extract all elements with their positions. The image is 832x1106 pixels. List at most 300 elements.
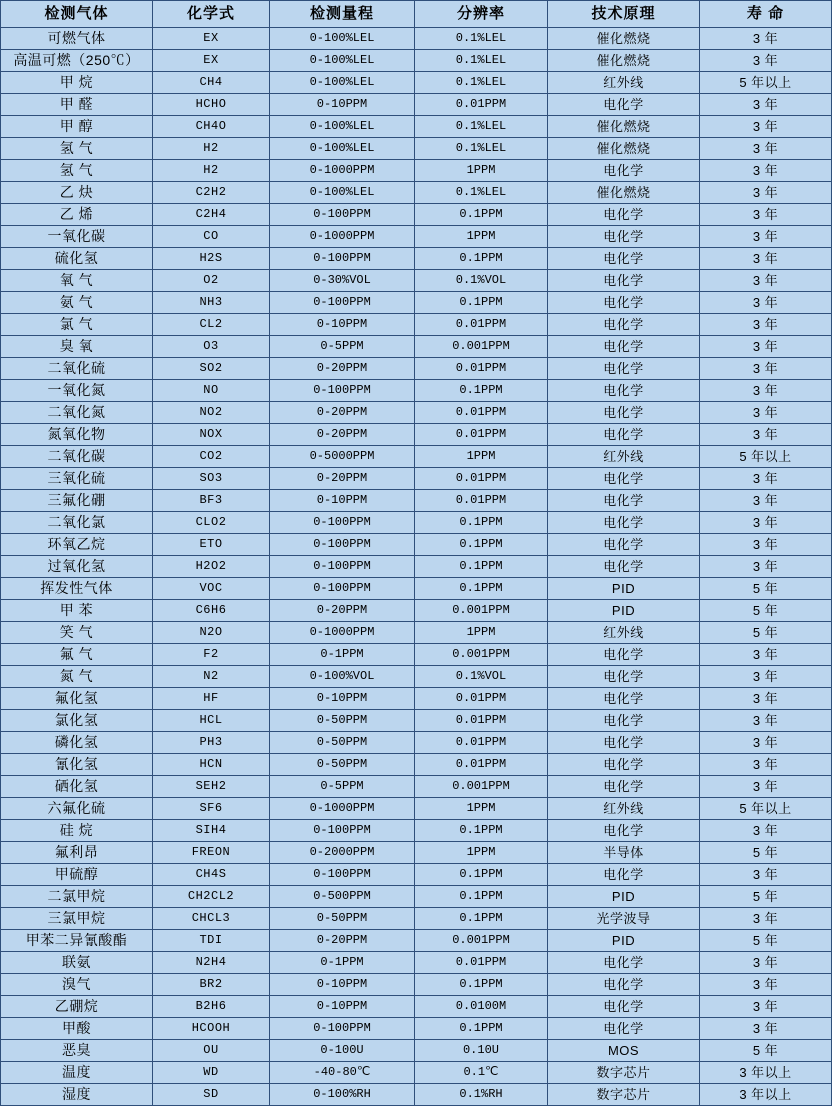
cell-principle: 电化学 [548,974,700,996]
table-row [1,512,832,534]
cell-life: 3 年 [700,996,832,1018]
cell-range: 0-500PPM [270,886,415,908]
cell-principle: 电化学 [548,380,700,402]
cell-principle: 电化学 [548,512,700,534]
table-row [1,358,832,380]
cell-life: 3 年 [700,710,832,732]
cell-gas: 过氧化氢 [1,556,153,578]
cell-resolution: 0.001PPM [415,336,548,358]
table-row [1,50,832,72]
cell-gas: 可燃气体 [1,28,153,50]
cell-formula: WD [153,1062,270,1084]
table-row [1,468,832,490]
table-row [1,798,832,820]
cell-gas: 氮氧化物 [1,424,153,446]
column-header-resolution: 分辨率 [415,1,548,28]
cell-gas: 二氧化碳 [1,446,153,468]
cell-gas: 联氨 [1,952,153,974]
cell-resolution: 0.1PPM [415,248,548,270]
cell-resolution: 0.01PPM [415,952,548,974]
cell-life: 3 年 [700,666,832,688]
cell-life: 3 年 [700,380,832,402]
cell-principle: PID [548,600,700,622]
cell-formula: O3 [153,336,270,358]
cell-range: 0-20PPM [270,402,415,424]
cell-formula: H2S [153,248,270,270]
cell-gas: 温度 [1,1062,153,1084]
cell-range: 0-100PPM [270,512,415,534]
cell-formula: CO2 [153,446,270,468]
cell-range: 0-20PPM [270,600,415,622]
cell-gas: 硅 烷 [1,820,153,842]
cell-resolution: 0.1PPM [415,820,548,842]
cell-formula: NO2 [153,402,270,424]
cell-gas: 二氧化氮 [1,402,153,424]
cell-principle: 电化学 [548,314,700,336]
cell-principle: 电化学 [548,820,700,842]
cell-principle: 电化学 [548,534,700,556]
column-header-life: 寿 命 [700,1,832,28]
cell-resolution: 0.1PPM [415,886,548,908]
cell-formula: H2 [153,160,270,182]
cell-gas: 笑 气 [1,622,153,644]
cell-principle: 电化学 [548,1018,700,1040]
table-row [1,644,832,666]
cell-gas: 环氧乙烷 [1,534,153,556]
cell-range: 0-100PPM [270,556,415,578]
cell-formula: F2 [153,644,270,666]
cell-gas: 三氧化硫 [1,468,153,490]
cell-life: 3 年 [700,688,832,710]
cell-principle: 催化燃烧 [548,28,700,50]
cell-range: 0-100PPM [270,204,415,226]
cell-range: 0-100%LEL [270,116,415,138]
cell-principle: 电化学 [548,292,700,314]
cell-principle: 半导体 [548,842,700,864]
cell-life: 3 年以上 [700,1062,832,1084]
cell-life: 3 年 [700,314,832,336]
cell-resolution: 1PPM [415,446,548,468]
cell-resolution: 0.01PPM [415,314,548,336]
cell-principle: MOS [548,1040,700,1062]
cell-resolution: 0.1%LEL [415,50,548,72]
cell-formula: ETO [153,534,270,556]
cell-gas: 甲酸 [1,1018,153,1040]
cell-life: 3 年 [700,358,832,380]
column-header-principle: 技术原理 [548,1,700,28]
table-row [1,732,832,754]
cell-resolution: 0.01PPM [415,710,548,732]
cell-gas: 甲 烷 [1,72,153,94]
cell-gas: 甲硫醇 [1,864,153,886]
cell-resolution: 0.1PPM [415,292,548,314]
table-row [1,996,832,1018]
cell-resolution: 1PPM [415,798,548,820]
cell-gas: 二氧化硫 [1,358,153,380]
cell-formula: SD [153,1084,270,1106]
cell-formula: FREON [153,842,270,864]
table-row [1,94,832,116]
cell-life: 3 年 [700,534,832,556]
cell-principle: PID [548,930,700,952]
table-row [1,622,832,644]
cell-resolution: 0.10U [415,1040,548,1062]
table-row [1,776,832,798]
cell-range: 0-50PPM [270,754,415,776]
cell-resolution: 0.001PPM [415,776,548,798]
cell-formula: VOC [153,578,270,600]
cell-life: 5 年 [700,600,832,622]
cell-life: 3 年 [700,908,832,930]
cell-life: 5 年以上 [700,72,832,94]
cell-resolution: 0.001PPM [415,600,548,622]
cell-principle: 电化学 [548,270,700,292]
cell-gas: 六氟化硫 [1,798,153,820]
cell-resolution: 0.1PPM [415,380,548,402]
cell-formula: SO3 [153,468,270,490]
cell-life: 3 年 [700,94,832,116]
cell-formula: SO2 [153,358,270,380]
cell-principle: 电化学 [548,94,700,116]
cell-principle: 电化学 [548,666,700,688]
cell-resolution: 0.1PPM [415,556,548,578]
cell-range: 0-20PPM [270,468,415,490]
cell-gas: 二氯甲烷 [1,886,153,908]
cell-life: 3 年 [700,952,832,974]
cell-formula: OU [153,1040,270,1062]
cell-formula: C6H6 [153,600,270,622]
cell-gas: 湿度 [1,1084,153,1106]
cell-resolution: 0.1%RH [415,1084,548,1106]
table-row [1,886,832,908]
cell-principle: 电化学 [548,732,700,754]
cell-formula: NH3 [153,292,270,314]
cell-range: 0-50PPM [270,710,415,732]
cell-life: 3 年 [700,468,832,490]
cell-gas: 氟 气 [1,644,153,666]
cell-range: 0-2000PPM [270,842,415,864]
cell-formula: CHCL3 [153,908,270,930]
cell-principle: 红外线 [548,622,700,644]
cell-resolution: 0.0100M [415,996,548,1018]
cell-gas: 臭 氧 [1,336,153,358]
cell-life: 3 年以上 [700,1084,832,1106]
cell-range: 0-30%VOL [270,270,415,292]
cell-range: 0-10PPM [270,490,415,512]
cell-range: 0-1000PPM [270,798,415,820]
cell-gas: 三氯甲烷 [1,908,153,930]
cell-formula: HF [153,688,270,710]
cell-range: 0-100%LEL [270,50,415,72]
cell-range: 0-50PPM [270,732,415,754]
cell-life: 3 年 [700,402,832,424]
table-row [1,1062,832,1084]
cell-range: 0-10PPM [270,996,415,1018]
cell-principle: 电化学 [548,754,700,776]
cell-formula: TDI [153,930,270,952]
cell-gas: 甲 醛 [1,94,153,116]
cell-gas: 高温可燃（250℃） [1,50,153,72]
cell-principle: 数字芯片 [548,1084,700,1106]
cell-resolution: 0.1%LEL [415,116,548,138]
cell-formula: CL2 [153,314,270,336]
cell-principle: 电化学 [548,226,700,248]
cell-resolution: 0.01PPM [415,688,548,710]
cell-range: 0-100PPM [270,820,415,842]
cell-gas: 氢 气 [1,160,153,182]
cell-principle: 电化学 [548,688,700,710]
cell-formula: EX [153,28,270,50]
cell-resolution: 0.01PPM [415,402,548,424]
column-header-range: 检测量程 [270,1,415,28]
cell-life: 3 年 [700,204,832,226]
cell-life: 5 年 [700,930,832,952]
table-row [1,952,832,974]
cell-life: 5 年以上 [700,446,832,468]
cell-principle: 催化燃烧 [548,182,700,204]
table-row [1,182,832,204]
table-row [1,534,832,556]
cell-life: 3 年 [700,160,832,182]
cell-principle: 电化学 [548,710,700,732]
cell-life: 3 年 [700,820,832,842]
cell-gas: 磷化氢 [1,732,153,754]
cell-resolution: 0.1%LEL [415,72,548,94]
table-row [1,754,832,776]
table-row [1,336,832,358]
cell-gas: 挥发性气体 [1,578,153,600]
table-row [1,204,832,226]
cell-formula: EX [153,50,270,72]
table-row [1,160,832,182]
cell-formula: CH2CL2 [153,886,270,908]
cell-resolution: 0.01PPM [415,358,548,380]
cell-range: 0-10PPM [270,974,415,996]
cell-range: 0-100%LEL [270,182,415,204]
cell-resolution: 0.1%VOL [415,666,548,688]
cell-range: 0-100PPM [270,534,415,556]
cell-resolution: 0.1PPM [415,578,548,600]
cell-principle: 电化学 [548,358,700,380]
cell-range: 0-100PPM [270,864,415,886]
cell-principle: 催化燃烧 [548,50,700,72]
cell-principle: 电化学 [548,864,700,886]
cell-gas: 氮 气 [1,666,153,688]
cell-formula: NO [153,380,270,402]
cell-life: 5 年 [700,578,832,600]
cell-principle: 电化学 [548,336,700,358]
cell-formula: B2H6 [153,996,270,1018]
cell-formula: PH3 [153,732,270,754]
cell-resolution: 1PPM [415,226,548,248]
cell-resolution: 0.1%LEL [415,182,548,204]
cell-life: 3 年 [700,424,832,446]
cell-formula: BR2 [153,974,270,996]
cell-gas: 硫化氢 [1,248,153,270]
cell-formula: NOX [153,424,270,446]
cell-resolution: 1PPM [415,160,548,182]
table-row [1,138,832,160]
cell-gas: 甲苯二异氰酸酯 [1,930,153,952]
cell-formula: HCL [153,710,270,732]
cell-life: 3 年 [700,512,832,534]
cell-range: 0-5000PPM [270,446,415,468]
table-row [1,226,832,248]
cell-life: 3 年 [700,490,832,512]
cell-gas: 乙硼烷 [1,996,153,1018]
cell-resolution: 0.01PPM [415,754,548,776]
cell-resolution: 1PPM [415,842,548,864]
cell-formula: HCOOH [153,1018,270,1040]
cell-formula: CH4O [153,116,270,138]
cell-formula: CO [153,226,270,248]
cell-principle: 红外线 [548,798,700,820]
cell-principle: 电化学 [548,424,700,446]
cell-formula: N2O [153,622,270,644]
cell-life: 5 年以上 [700,798,832,820]
cell-gas: 氟化氢 [1,688,153,710]
cell-principle: 红外线 [548,72,700,94]
table-row [1,270,832,292]
cell-range: 0-10PPM [270,314,415,336]
cell-principle: 电化学 [548,248,700,270]
cell-resolution: 0.01PPM [415,468,548,490]
cell-range: 0-1000PPM [270,622,415,644]
cell-principle: 红外线 [548,446,700,468]
table-row [1,490,832,512]
cell-gas: 氢 气 [1,138,153,160]
cell-life: 3 年 [700,336,832,358]
cell-gas: 氯 气 [1,314,153,336]
cell-resolution: 0.1%LEL [415,28,548,50]
table-header-row [1,1,832,28]
cell-range: 0-1PPM [270,644,415,666]
cell-resolution: 0.1PPM [415,908,548,930]
cell-life: 3 年 [700,292,832,314]
table-row [1,248,832,270]
cell-range: 0-20PPM [270,358,415,380]
cell-resolution: 0.01PPM [415,490,548,512]
cell-life: 3 年 [700,182,832,204]
cell-gas: 一氧化氮 [1,380,153,402]
cell-principle: 电化学 [548,402,700,424]
table-row [1,820,832,842]
cell-resolution: 0.1℃ [415,1062,548,1084]
table-row [1,72,832,94]
cell-formula: CLO2 [153,512,270,534]
cell-resolution: 0.1PPM [415,534,548,556]
cell-range: 0-100PPM [270,380,415,402]
cell-range: 0-100%LEL [270,28,415,50]
cell-gas: 氟利昂 [1,842,153,864]
cell-range: 0-20PPM [270,424,415,446]
table-row [1,600,832,622]
cell-principle: PID [548,886,700,908]
cell-range: 0-100%LEL [270,72,415,94]
table-row [1,666,832,688]
cell-principle: 电化学 [548,468,700,490]
cell-life: 3 年 [700,248,832,270]
cell-formula: BF3 [153,490,270,512]
cell-formula: SEH2 [153,776,270,798]
cell-principle: 催化燃烧 [548,116,700,138]
cell-gas: 一氧化碳 [1,226,153,248]
cell-life: 3 年 [700,226,832,248]
cell-resolution: 0.001PPM [415,644,548,666]
table-row [1,578,832,600]
cell-formula: C2H4 [153,204,270,226]
cell-principle: 数字芯片 [548,1062,700,1084]
table-header [1,1,832,28]
cell-principle: 电化学 [548,204,700,226]
cell-range: 0-1PPM [270,952,415,974]
cell-gas: 氯化氢 [1,710,153,732]
table-row [1,710,832,732]
cell-life: 3 年 [700,1018,832,1040]
cell-range: 0-1000PPM [270,226,415,248]
cell-range: 0-10PPM [270,94,415,116]
cell-life: 3 年 [700,556,832,578]
cell-formula: SIH4 [153,820,270,842]
cell-life: 3 年 [700,974,832,996]
cell-life: 5 年 [700,842,832,864]
cell-resolution: 1PPM [415,622,548,644]
cell-formula: N2 [153,666,270,688]
cell-range: -40-80℃ [270,1062,415,1084]
cell-formula: N2H4 [153,952,270,974]
cell-gas: 氧 气 [1,270,153,292]
cell-principle: 催化燃烧 [548,138,700,160]
cell-range: 0-5PPM [270,776,415,798]
cell-resolution: 0.001PPM [415,930,548,952]
cell-gas: 氰化氢 [1,754,153,776]
cell-life: 3 年 [700,116,832,138]
column-header-gas: 检测气体 [1,1,153,28]
table-row [1,864,832,886]
cell-life: 5 年 [700,886,832,908]
cell-gas: 氨 气 [1,292,153,314]
cell-formula: CH4S [153,864,270,886]
table-row [1,688,832,710]
table-row [1,292,832,314]
cell-formula: HCHO [153,94,270,116]
cell-resolution: 0.1PPM [415,204,548,226]
cell-formula: SF6 [153,798,270,820]
table-row [1,974,832,996]
cell-formula: O2 [153,270,270,292]
cell-range: 0-5PPM [270,336,415,358]
cell-resolution: 0.01PPM [415,94,548,116]
cell-range: 0-10PPM [270,688,415,710]
cell-life: 3 年 [700,138,832,160]
cell-range: 0-100%VOL [270,666,415,688]
cell-range: 0-50PPM [270,908,415,930]
cell-gas: 二氧化氯 [1,512,153,534]
cell-gas: 甲 醇 [1,116,153,138]
cell-resolution: 0.1%VOL [415,270,548,292]
table-row [1,930,832,952]
column-header-formula: 化学式 [153,1,270,28]
cell-range: 0-100PPM [270,248,415,270]
cell-formula: C2H2 [153,182,270,204]
table-body [1,28,832,1106]
cell-principle: 电化学 [548,996,700,1018]
cell-resolution: 0.1PPM [415,512,548,534]
cell-principle: PID [548,578,700,600]
cell-resolution: 0.01PPM [415,424,548,446]
cell-formula: H2 [153,138,270,160]
cell-life: 5 年 [700,1040,832,1062]
